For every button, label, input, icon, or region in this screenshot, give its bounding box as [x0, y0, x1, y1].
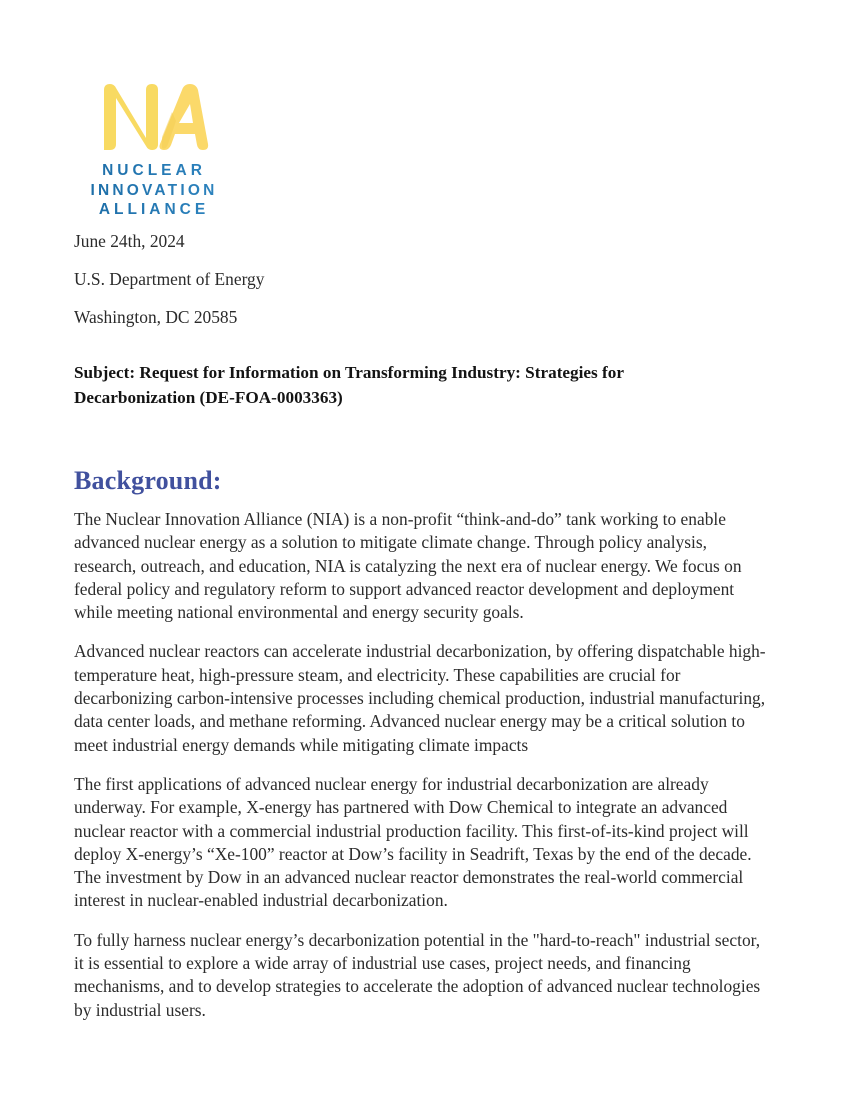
letter-date: June 24th, 2024	[74, 231, 185, 251]
letterhead	[74, 82, 374, 220]
wordmark-line-alliance: ALLIANCE	[74, 200, 234, 220]
recipient-name: U.S. Department of Energy	[74, 269, 265, 289]
body-paragraph: The first applications of advanced nuclear energy for industrial decarbonization are already underway. For example, X-energy has partnered with Dow Chemical to integrate an advanced nuclear reactor with a commercial industrial production facility. This first-of-its-kind project will deploy X-energy’s “Xe-100” reactor at Dow’s facility in Seadrift, Texas by the end of the decade. The investment by Dow in an advanced nuclear reactor demonstrates the real-world commercial interest in nuclear-enabled industrial decarbonization.	[74, 773, 752, 911]
body-copy	[74, 508, 766, 1022]
address-block	[74, 231, 774, 345]
nia-wordmark	[74, 161, 234, 220]
subject-line: Subject: Request for Information on Transforming Industry: Strategies for Decarbonization (DE-FOA-0003363)	[74, 363, 624, 407]
wordmark-line-innovation: INNOVATION	[74, 181, 234, 201]
nia-logo-mark-icon	[100, 82, 212, 152]
body-paragraph: The Nuclear Innovation Alliance (NIA) is a non-profit “think-and-do” tank working to enable advanced nuclear energy as a solution to mitigate climate change. Through policy analysis, research, outreach, and education, NIA is catalyzing the next era of nuclear energy. We focus on federal policy and regulatory reform to support advanced reactor development and deployment while meeting national environmental and energy security goals.	[74, 509, 742, 623]
body-paragraph: Advanced nuclear reactors can accelerate industrial decarbonization, by offering dispatchable high-temperature heat, high-pressure steam, and electricity. These capabilities are crucial for decarbonizing carbon-intensive processes including chemical production, industrial manufacturing, data center loads, and methane reforming. Advanced nuclear energy may be a critical solution to meet industrial energy demands while mitigating climate impacts	[74, 641, 766, 755]
section-heading-background: Background:	[74, 466, 222, 495]
recipient-city-state-zip: Washington, DC 20585	[74, 307, 238, 327]
wordmark-line-nuclear: NUCLEAR	[74, 161, 234, 181]
body-paragraph: To fully harness nuclear energy’s decarbonization potential in the "hard-to-reach" industrial sector, it is essential to explore a wide array of industrial use cases, project needs, and financing mechanisms, and to develop strategies to accelerate the adoption of advanced nuclear technologies by industrial users.	[74, 929, 761, 1020]
